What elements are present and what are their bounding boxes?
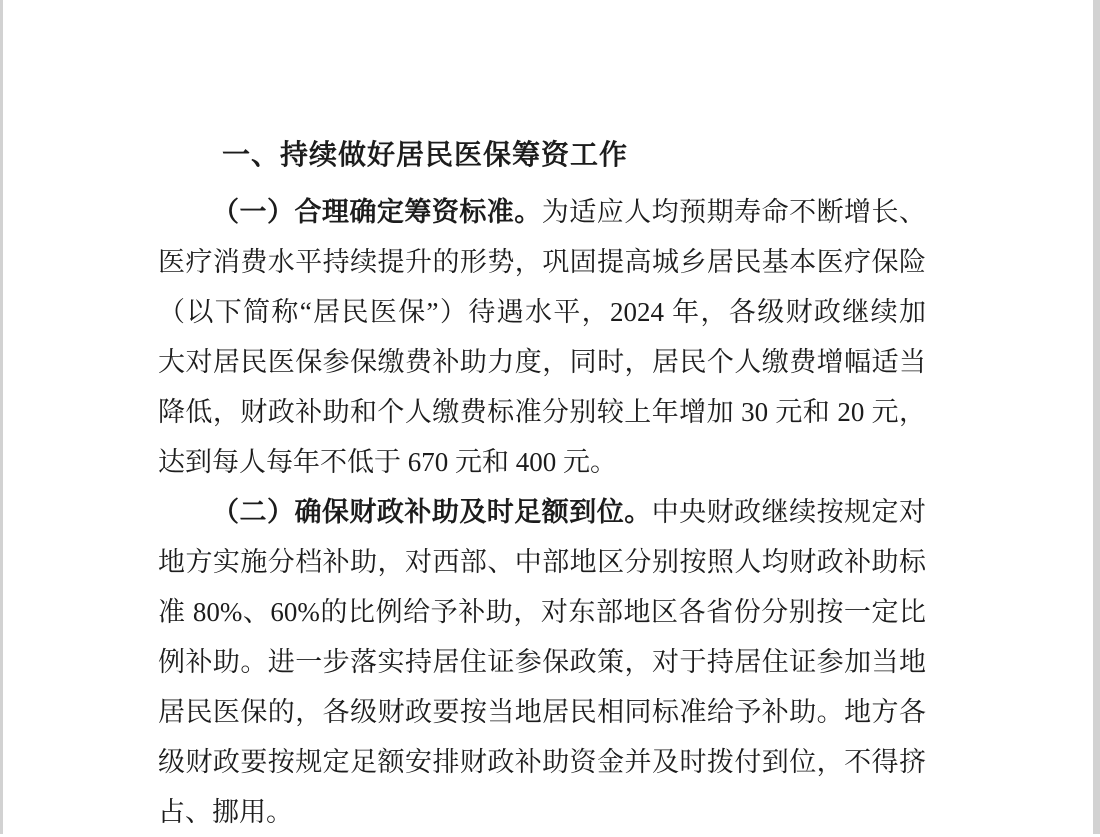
- paragraph-text: 占、挪用。: [158, 797, 293, 827]
- document-page: [3, 0, 1093, 834]
- paragraph-text: 级财政要按规定足额安排财政补助资金并及时拨付到位，不得挤: [158, 747, 926, 777]
- paragraph-text: 降低，财政补助和个人缴费标准分别较上年增加 30 元和 20 元，: [158, 397, 926, 427]
- document-content: [158, 130, 926, 837]
- paragraph-line: [158, 237, 926, 287]
- paragraph-line: [158, 687, 926, 737]
- paragraph-line: [158, 387, 926, 437]
- section-heading: 一、持续做好居民医保筹资工作: [222, 139, 629, 170]
- paragraph-text: 地方实施分档补助，对西部、中部地区分别按照人均财政补助标: [158, 547, 926, 577]
- paragraph-lead: （一）合理确定筹资标准。: [212, 197, 542, 227]
- paragraph-text: （以下简称“居民医保”）待遇水平，2024 年，各级财政继续加: [158, 297, 926, 327]
- paragraph-line: [158, 187, 926, 237]
- paragraph-line: [158, 637, 926, 687]
- paragraph-line: [158, 487, 926, 537]
- paragraph-text: 为适应人均预期寿命不断增长、: [541, 197, 926, 227]
- paragraph-line: [158, 537, 926, 587]
- paragraph-text: 中央财政继续按规定对: [651, 497, 926, 527]
- paragraph-line: [158, 437, 926, 487]
- paragraph-line: [158, 587, 926, 637]
- paragraph-lead: （二）确保财政补助及时足额到位。: [212, 497, 652, 527]
- paragraph-line: [158, 287, 926, 337]
- page-edge-right: [1093, 0, 1100, 834]
- paragraph-line: [158, 337, 926, 387]
- paragraph-text: 大对居民医保参保缴费补助力度，同时，居民个人缴费增幅适当: [158, 347, 926, 377]
- paragraph-text: 达到每人每年不低于 670 元和 400 元。: [158, 447, 617, 477]
- paragraph-text: 准 80%、60%的比例给予补助，对东部地区各省份分别按一定比: [158, 597, 926, 627]
- paragraph-line: [158, 787, 926, 837]
- paragraph-text: 医疗消费水平持续提升的形势，巩固提高城乡居民基本医疗保险: [158, 247, 926, 277]
- paragraph-text: 居民医保的，各级财政要按当地居民相同标准给予补助。地方各: [158, 697, 926, 727]
- paragraph-line: [158, 737, 926, 787]
- paragraph-text: 例补助。进一步落实持居住证参保政策，对于持居住证参加当地: [158, 647, 926, 677]
